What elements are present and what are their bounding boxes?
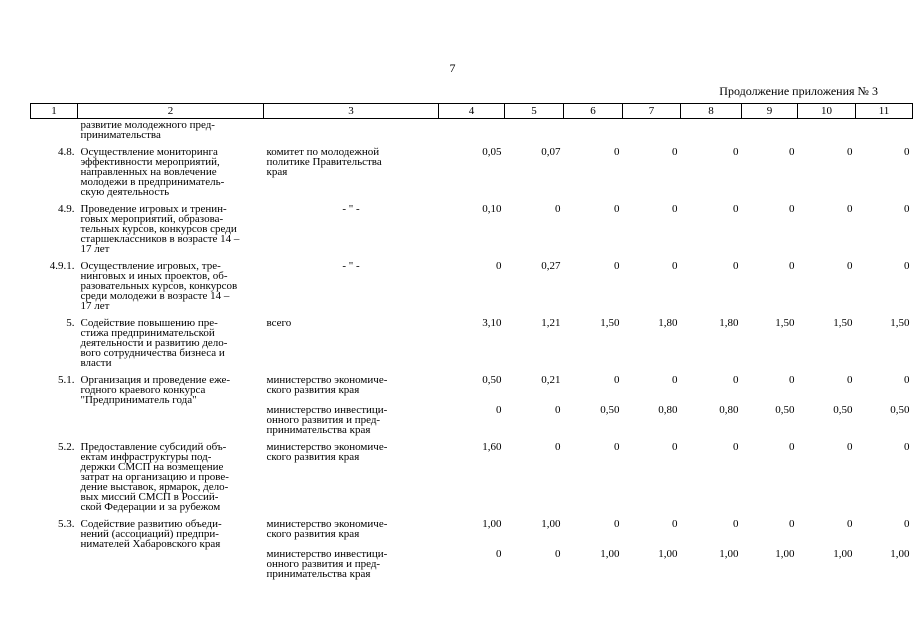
value-col-11 <box>856 119 913 148</box>
value-col-9: 0 <box>789 441 795 453</box>
header-col-6: 6 <box>564 104 623 119</box>
value-col-8: 0,80 <box>719 404 739 416</box>
page-number: 7 <box>449 61 456 75</box>
header-col-9: 9 <box>742 104 798 119</box>
row-number: 5.2. <box>58 441 75 453</box>
value-col-11: 0 <box>904 374 910 386</box>
executor: комитет по молодежной политике Правительства края <box>266 146 382 178</box>
value-col-7: 0 <box>672 203 678 215</box>
value-col-9: 1,00 <box>775 548 795 560</box>
table-row <box>31 519 913 549</box>
row-number <box>31 405 78 442</box>
measure-name <box>78 405 264 442</box>
value-col-8 <box>681 119 742 148</box>
table-row <box>31 549 913 579</box>
value-col-4: 0,05 <box>482 146 502 158</box>
row-number: 4.8. <box>58 146 75 158</box>
value-col-7: 1,80 <box>658 317 678 329</box>
executor: - " - <box>342 260 360 272</box>
table-row <box>31 375 913 405</box>
row-number: 5.3. <box>58 518 75 530</box>
row-number: 4.9.1. <box>49 260 75 272</box>
value-col-11: 0 <box>904 441 910 453</box>
value-col-11: 0,50 <box>890 404 910 416</box>
value-col-7: 1,00 <box>658 548 678 560</box>
executor: - " - <box>342 203 360 215</box>
value-col-10: 0 <box>847 260 853 272</box>
value-col-7 <box>623 119 681 148</box>
row-number <box>31 119 78 148</box>
header-col-11: 11 <box>856 104 913 119</box>
value-col-6: 0 <box>614 146 620 158</box>
value-col-11: 0 <box>904 260 910 272</box>
value-col-7: 0 <box>672 374 678 386</box>
value-col-5 <box>505 119 564 148</box>
measures-table <box>30 103 913 579</box>
row-number: 4.9. <box>58 203 75 215</box>
value-col-6: 0 <box>614 441 620 453</box>
table-row <box>31 119 913 148</box>
value-col-5: 0 <box>555 404 561 416</box>
measure-name: Предоставление субсидий объ- ектам инфраструктуры под- держки СМСП на возмещение затрат на организацию и прове- дение выставок, ярмарок, дело- вых миссий СМСП в Россий- ской Федерации и за рубежом <box>80 441 229 513</box>
header-col-7: 7 <box>623 104 681 119</box>
value-col-10: 0,50 <box>833 404 853 416</box>
value-col-8: 0 <box>733 203 739 215</box>
executor <box>264 119 439 148</box>
value-col-9: 0 <box>789 374 795 386</box>
value-col-7: 0 <box>672 146 678 158</box>
value-col-8: 0 <box>733 146 739 158</box>
value-col-6: 0 <box>614 260 620 272</box>
value-col-7: 0 <box>672 441 678 453</box>
measure-name: развитие молодежного пред- принимательства <box>80 119 215 141</box>
value-col-8: 0 <box>733 441 739 453</box>
value-col-8: 0 <box>733 260 739 272</box>
executor: всего <box>266 317 292 329</box>
appendix-continuation-label: Продолжение приложения № 3 <box>719 84 878 98</box>
value-col-6: 0 <box>614 518 620 530</box>
measure-name: Организация и проведение еже- годного краевого конкурса "Предприниматель года" <box>80 374 231 406</box>
value-col-4: 1,00 <box>482 518 502 530</box>
table-row <box>31 405 913 442</box>
row-number: 5.1. <box>58 374 75 386</box>
value-col-5: 0,21 <box>541 374 561 386</box>
measure-name: Осуществление мониторинга эффективности мероприятий, направленных на вовлечение молодежи в предприниматель- скую деятельность <box>80 146 225 198</box>
table-row <box>31 204 913 261</box>
value-col-10: 0 <box>847 146 853 158</box>
value-col-10: 1,50 <box>833 317 853 329</box>
value-col-11: 0 <box>904 203 910 215</box>
row-number <box>31 549 78 579</box>
value-col-4 <box>439 119 505 148</box>
value-col-10: 0 <box>847 441 853 453</box>
value-col-8: 0 <box>733 374 739 386</box>
value-col-9: 0 <box>789 203 795 215</box>
header-col-1: 1 <box>31 104 78 119</box>
value-col-4: 0,10 <box>482 203 502 215</box>
value-col-11: 0 <box>904 146 910 158</box>
value-col-5: 0,07 <box>541 146 561 158</box>
value-col-6: 1,50 <box>600 317 620 329</box>
value-col-4: 0,50 <box>482 374 502 386</box>
value-col-6: 1,00 <box>600 548 620 560</box>
header-col-10: 10 <box>798 104 856 119</box>
value-col-9: 0 <box>789 260 795 272</box>
table-row <box>31 261 913 318</box>
table-row <box>31 442 913 519</box>
value-col-5: 1,21 <box>541 317 561 329</box>
value-col-5: 0,27 <box>541 260 561 272</box>
value-col-10: 0 <box>847 518 853 530</box>
value-col-6: 0,50 <box>600 404 620 416</box>
value-col-8: 0 <box>733 518 739 530</box>
header-col-3: 3 <box>264 104 439 119</box>
header-col-8: 8 <box>681 104 742 119</box>
value-col-7: 0,80 <box>658 404 678 416</box>
table-row <box>31 318 913 375</box>
value-col-4: 0 <box>496 260 502 272</box>
executor: министерство инвестици- онного развития и пред- принимательства края <box>266 548 388 580</box>
value-col-5: 1,00 <box>541 518 561 530</box>
value-col-4: 3,10 <box>482 317 502 329</box>
measure-name: Содействие повышению пре- стижа предпринимательской деятельности и развитию дело- вого сотрудничества бизнеса и власти <box>80 317 228 369</box>
value-col-8: 1,00 <box>719 548 739 560</box>
table-body <box>31 119 913 580</box>
row-number: 5. <box>66 317 75 329</box>
value-col-5: 0 <box>555 548 561 560</box>
header-col-4: 4 <box>439 104 505 119</box>
value-col-8: 1,80 <box>719 317 739 329</box>
value-col-5: 0 <box>555 441 561 453</box>
value-col-9: 1,50 <box>775 317 795 329</box>
header-row <box>31 104 913 119</box>
value-col-10: 1,00 <box>833 548 853 560</box>
value-col-5: 0 <box>555 203 561 215</box>
measure-name: Проведение игровых и тренин- говых мероприятий, образова- тельных курсов, конкурсов среди старшеклассников в возрасте 14 – 17 лет <box>80 203 240 255</box>
table-row <box>31 147 913 204</box>
header-col-5: 5 <box>505 104 564 119</box>
value-col-4: 1,60 <box>482 441 502 453</box>
value-col-9: 0 <box>789 518 795 530</box>
executor: министерство экономиче- ского развития края <box>266 518 388 540</box>
value-col-6: 0 <box>614 374 620 386</box>
executor: министерство экономиче- ского развития края <box>266 441 388 463</box>
value-col-6: 0 <box>614 203 620 215</box>
value-col-9: 0,50 <box>775 404 795 416</box>
executor: министерство экономиче- ского развития края <box>266 374 388 396</box>
measure-name: Осуществление игровых, тре- нинговых и иных проектов, об- разовательных курсов, конкурсов среди молодежи в возрасте 14 – 17 лет <box>80 260 238 312</box>
value-col-9: 0 <box>789 146 795 158</box>
executor: министерство инвестици- онного развития и пред- принимательства края <box>266 404 388 436</box>
value-col-4: 0 <box>496 404 502 416</box>
value-col-10: 0 <box>847 374 853 386</box>
value-col-7: 0 <box>672 518 678 530</box>
value-col-9 <box>742 119 798 148</box>
value-col-7: 0 <box>672 260 678 272</box>
value-col-6 <box>564 119 623 148</box>
value-col-11: 1,00 <box>890 548 910 560</box>
value-col-11: 1,50 <box>890 317 910 329</box>
value-col-10: 0 <box>847 203 853 215</box>
value-col-11: 0 <box>904 518 910 530</box>
value-col-4: 0 <box>496 548 502 560</box>
value-col-10 <box>798 119 856 148</box>
header-col-2: 2 <box>78 104 264 119</box>
measure-name: Содействие развитию объеди- нений (ассоциаций) предпри- нимателей Хабаровского края <box>80 518 222 550</box>
measure-name <box>78 549 264 579</box>
